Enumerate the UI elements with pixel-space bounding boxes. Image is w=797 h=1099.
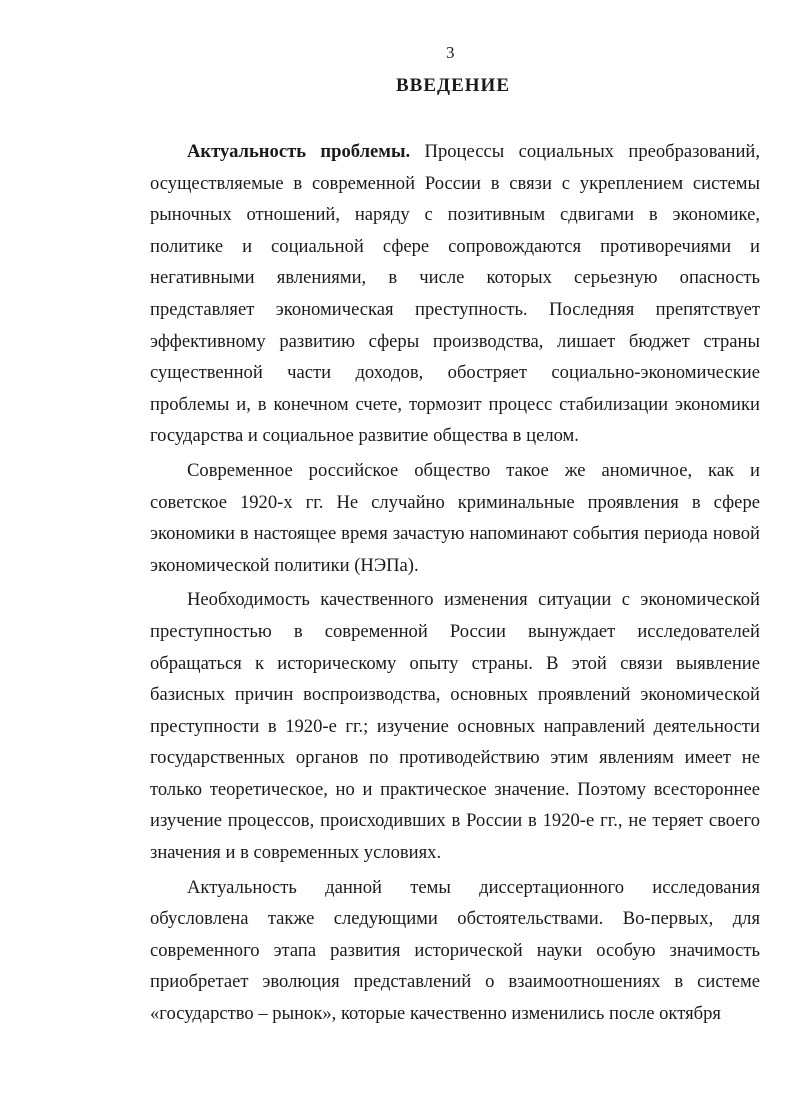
paragraph-text: Современное российское общество такое же аномичное, как и советское 1920-х гг. Не случайно криминальные проявления в сфере экономики в настоящее время зачастую напоминают события периода новой экономической политики (НЭПа). (150, 459, 760, 576)
page-number: 3 (446, 43, 455, 62)
section-heading: ВВЕДЕНИЕ (396, 75, 510, 96)
paragraph-text: Необходимость качественного изменения ситуации с экономической преступностью в современной России вынуждает исследователей обращаться к историческому опыту страны. В этой связи выявление базисных причин воспроизводства, основных проявлений экономической преступности в 1920-е гг.; изучение основных направлений деятельности государственных органов по противодействию этим явлениям имеет не только теоретическое, но и практическое значение. Поэтому всестороннее изучение процессов, происходивших в России в 1920-е гг., не теряет своего значения и в современных условиях. (150, 589, 760, 864)
paragraph-lead: Актуальность проблемы. (187, 141, 411, 162)
paragraph-relevance (150, 136, 760, 452)
body-text (150, 136, 760, 1030)
paragraph-text: Актуальность данной темы диссертационного исследования обусловлена также следующими обстоятельствами. Во-первых, для современного этапа развития исторической науки особую значимость приобретает эволюция представлений о взаимоотношениях в системе «государство – рынок», которые качественно изменились после октября (150, 876, 760, 1025)
paragraph-necessity (150, 584, 760, 868)
paragraph-anomic-society (150, 455, 760, 581)
paragraph-topic-relevance (150, 872, 760, 1030)
paragraph-text: Процессы социальных преобразований, осуществляемые в современной России в связи с укреплением системы рыночных отношений, наряду с позитивным сдвигами в экономике, политике и социальной сфере сопровождаются противоречиями и негативными явлениями, в числе которых серьезную опасность представляет экономическая преступность. Последняя препятствует эффективному развитию сферы производства, лишает бюджет страны существенной части доходов, обостряет социально-экономические проблемы и, в конечном счете, тормозит процесс стабилизации экономики государства и социальное развитие общества в целом. (150, 141, 761, 447)
